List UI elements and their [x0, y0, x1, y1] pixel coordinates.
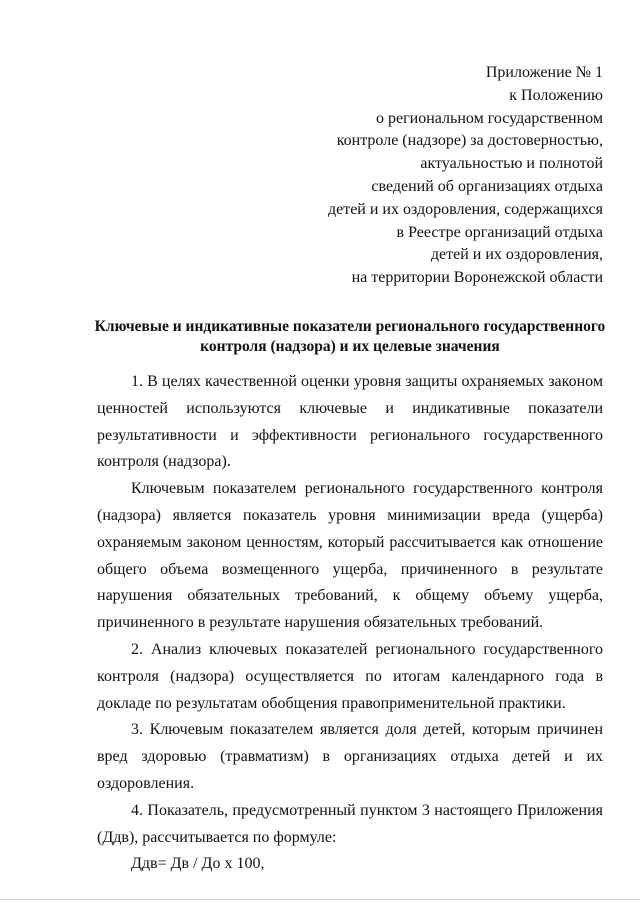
- appendix-line: детей и их оздоровления,: [430, 246, 603, 264]
- paragraph-1: 1. В целях качественной оценки уровня защиты охраняемых законом ценностей используются ключевые и индикативные показатели результативности и эффективности регионального государственного контроля (надзора).: [97, 373, 603, 471]
- paragraph-key-indicator: Ключевым показателем регионального государственного контроля (надзора) является показатель уровня минимизации вреда (ущерба) охраняемым законом ценностям, который рассчитывается как отношение общего объема возмещенного ущерба, причиненного в результате нарушения обязательных требований, к общему объему ущерба, причиненного в результате нарушения обязательных требований.: [97, 480, 603, 632]
- appendix-line: актуальностью и полнотой: [420, 155, 603, 173]
- appendix-header: [303, 62, 603, 290]
- appendix-line: на территории Воронежской области: [351, 269, 603, 287]
- document-title: [90, 317, 610, 357]
- appendix-line: о региональном государственном: [376, 109, 603, 127]
- formula: Ддв= Дв / До х 100,: [131, 855, 265, 873]
- paragraph-2: 2. Анализ ключевых показателей регионального государственного контроля (надзора) осуществляется по итогам календарного года в докладе по результатам обобщения правоприменительной практики.: [97, 640, 603, 712]
- appendix-line: сведений об организациях отдыха: [371, 177, 603, 195]
- paragraph-3: 3. Ключевым показателем является доля детей, которым причинен вред здоровью (травматизм) в организациях отдыха детей и их оздоровления.: [97, 721, 603, 792]
- title-line: Ключевые и индикативные показатели регионального государственного: [94, 318, 606, 335]
- appendix-line: детей и их оздоровления, содержащихся: [327, 200, 603, 218]
- appendix-line: в Реестре организаций отдыха: [396, 223, 603, 241]
- title-line: контроля (надзора) и их целевые значения: [200, 338, 500, 355]
- paragraph-4: 4. Показатель, предусмотренный пунктом 3 настоящего Приложения (Ддв), рассчитывается по формуле:: [97, 801, 603, 846]
- appendix-line: Приложение № 1: [485, 64, 603, 81]
- document-body: [97, 369, 603, 878]
- appendix-line: к Положению: [509, 86, 603, 104]
- appendix-line: контроле (надзоре) за достоверностью,: [336, 132, 603, 150]
- page-edge-line: [0, 899, 640, 900]
